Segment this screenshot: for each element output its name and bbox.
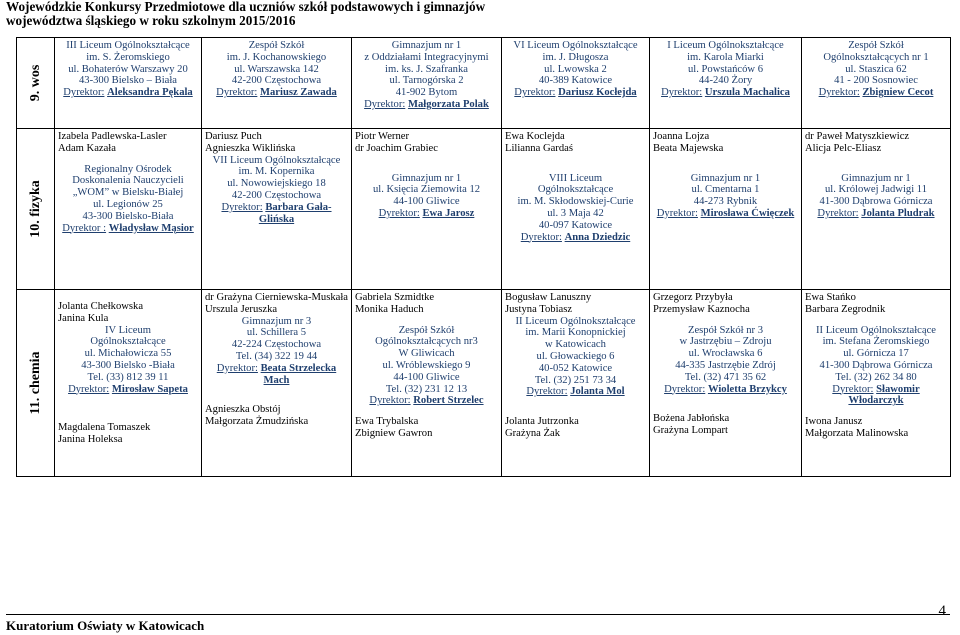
- school-line: Regionalny Ośrodek: [84, 163, 172, 175]
- school-line: Tel. (34) 322 19 44: [235, 350, 318, 362]
- director-line: [653, 87, 798, 99]
- school-line: III Liceum Ogólnokształcące: [66, 40, 190, 51]
- school-line: im. ks. J. Szafranka: [385, 63, 468, 75]
- school-line: ul. Staszica 62: [845, 63, 907, 75]
- director-label: Dyrektor:: [221, 201, 263, 213]
- school-line: 44-273 Rybnik: [693, 196, 758, 208]
- school-line: Gimnazjum nr 3: [241, 315, 312, 327]
- school-line: Gimnazjum nr 1: [690, 172, 761, 184]
- school-line: ul. 3 Maja 42: [547, 207, 604, 219]
- school-line: ul. Powstańców 6: [687, 63, 764, 75]
- director-name: Jolanta Mol: [570, 386, 625, 398]
- subject-cell: [17, 129, 55, 290]
- school-line: Ogólnokształcących nr3: [375, 336, 478, 348]
- director-line: [355, 395, 498, 407]
- school-line: 44-100 Gliwice: [393, 371, 460, 383]
- header-line-2: województwa śląskiego w roku szkolnym 2015/2016: [6, 13, 296, 28]
- school-cell: [502, 290, 650, 477]
- school-line: II Liceum Ogólnokształcące: [515, 315, 636, 327]
- school-cell: [352, 129, 502, 290]
- director-name: Władysław Mąsior: [108, 222, 194, 234]
- director-label: Dyrektor:: [817, 207, 859, 219]
- person-name: dr Paweł Matyszkiewicz: [805, 131, 910, 142]
- school-line: Tel. (32) 262 34 80: [835, 371, 917, 383]
- school-line: Zespół Szkół: [248, 40, 305, 51]
- person-name: dr Joachim Grabiec: [355, 142, 438, 154]
- school-line: Tel. (32) 231 12 13: [385, 383, 468, 395]
- director-label: Dyrektor:: [364, 98, 406, 110]
- subject-label: 10. fizyka: [27, 180, 43, 238]
- director-name: Robert Strzelec: [413, 395, 484, 407]
- school-line: Gimnazjum nr 1: [391, 172, 462, 184]
- school-line: 43-300 Bielsko-Biała: [82, 210, 174, 222]
- person-name: Ewa Koclejda: [505, 131, 565, 142]
- director-line: [805, 208, 947, 220]
- person-name: Justyna Tobiasz: [505, 303, 573, 315]
- school-cell: [650, 129, 802, 290]
- person-name: Adam Kazała: [58, 142, 116, 154]
- school-line: ul. Bohaterów Warszawy 20: [68, 63, 188, 75]
- director-label: Dyrektor:: [514, 87, 556, 99]
- school-line: im. Karola Miarki: [687, 51, 764, 63]
- person-name: Przemysław Kaznocha: [653, 303, 750, 315]
- director-label: Dyrektor:: [216, 362, 258, 374]
- person-name: Beata Majewska: [653, 142, 724, 154]
- person-name: Gabriela Szmidtke: [355, 292, 435, 303]
- school-line: im. Stefana Żeromskiego: [822, 336, 930, 348]
- director-label: Dyrektor:: [378, 207, 420, 219]
- director-line: [355, 99, 498, 111]
- document-header: [6, 0, 485, 28]
- subject-label: 11. chemia: [27, 351, 43, 415]
- director-label: Dyrektor:: [664, 383, 706, 395]
- director-line: [205, 202, 348, 226]
- page-number: 4: [938, 603, 946, 619]
- director-line: [58, 87, 198, 99]
- person-name: Iwona Janusz: [805, 416, 863, 428]
- table-row: [17, 38, 951, 129]
- subject-label: 9. wos: [27, 64, 43, 102]
- person-name: Magdalena Tomaszek: [58, 422, 151, 434]
- person-name: Izabela Padlewska-Lasler: [58, 131, 167, 142]
- school-cell: [352, 38, 502, 129]
- school-cell: [55, 290, 202, 477]
- school-line: ul. Księcia Ziemowita 12: [372, 184, 481, 196]
- person-name: Monika Haduch: [355, 303, 424, 315]
- school-line: Tel. (32) 471 35 62: [684, 371, 767, 383]
- school-line: im. S. Żeromskiego: [86, 51, 170, 63]
- school-line: 41-902 Bytom: [395, 87, 458, 99]
- director-name: Mirosław Sapeta: [111, 383, 188, 395]
- school-line: im. J. Kochanowskiego: [226, 51, 327, 63]
- school-line: VI Liceum Ogólnokształcące: [513, 40, 638, 51]
- school-cell: [202, 290, 352, 477]
- school-line: „WOM” w Bielsku-Białej: [72, 187, 184, 199]
- school-line: W Gliwicach: [398, 348, 455, 360]
- school-line: ul. Warszawska 142: [234, 63, 319, 75]
- director-label: Dyrektor:: [661, 87, 703, 99]
- header-line-1: Wojewódzkie Konkursy Przedmiotowe dla uczniów szkół podstawowych i gimnazjów: [6, 0, 486, 14]
- school-cell: [502, 129, 650, 290]
- school-line: im. M. Kopernika: [238, 166, 315, 178]
- school-line: Zespół Szkół: [848, 40, 904, 51]
- person-name: Ewa Stańko: [805, 292, 856, 303]
- person-name: Janina Kula: [58, 312, 109, 324]
- director-name: Wioletta Brzykcy: [707, 383, 787, 395]
- school-cell: [55, 38, 202, 129]
- school-line: Zespół Szkół nr 3: [687, 324, 764, 336]
- competition-table: [16, 37, 951, 477]
- director-line: [653, 384, 798, 396]
- school-line: Doskonalenia Nauczycieli: [72, 175, 184, 187]
- person-name: Grażyna Lompart: [653, 425, 729, 437]
- director-line: [205, 87, 348, 99]
- school-cell: [352, 290, 502, 477]
- director-name: Anna Dziedzic: [564, 231, 631, 243]
- school-line: ul. Michałowicza 55: [84, 348, 172, 360]
- person-name: Ewa Trybalska: [355, 416, 419, 428]
- school-line: z Oddziałami Integracyjnymi: [364, 51, 489, 63]
- footer-divider: [6, 614, 950, 615]
- person-name: Lilianna Gardaś: [505, 142, 573, 154]
- school-line: Ogólnokształcące: [90, 336, 166, 348]
- school-line: Zespół Szkół: [398, 324, 455, 336]
- school-line: ul. Głowackiego 6: [536, 350, 615, 362]
- person-name: Zbigniew Gawron: [355, 427, 433, 439]
- person-name: Małgorzata Malinowska: [805, 427, 909, 439]
- director-line: [58, 223, 198, 235]
- director-name: Mirosława Ćwięczek: [700, 207, 795, 219]
- school-line: 41-300 Dąbrowa Górnicza: [819, 359, 933, 371]
- person-name: Joanna Lojza: [653, 131, 710, 142]
- school-line: II Liceum Ogólnokształcące: [815, 324, 936, 336]
- school-cell: [650, 290, 802, 477]
- school-line: IV Liceum: [105, 324, 151, 336]
- school-line: VII Liceum Ogólnokształcące: [212, 154, 341, 166]
- school-line: ul. Schillera 5: [246, 327, 307, 339]
- subject-cell: [17, 290, 55, 477]
- school-line: 42-224 Częstochowa: [231, 339, 322, 351]
- school-line: I Liceum Ogólnokształcące: [667, 40, 784, 51]
- school-line: ul. Lwowska 2: [544, 63, 607, 75]
- person-name: Urszula Jeruszka: [205, 303, 278, 315]
- director-name: Barbara Gała-Glińska: [258, 201, 332, 225]
- school-line: ul. Górnicza 17: [843, 348, 909, 360]
- school-line: 42-200 Częstochowa: [231, 189, 322, 201]
- footer-organization: Kuratorium Oświaty w Katowicach: [6, 618, 205, 633]
- director-label: Dyrektor:: [63, 87, 105, 99]
- school-line: ul. Legionów 25: [93, 198, 163, 210]
- subject-cell: [17, 38, 55, 129]
- director-line: [505, 386, 646, 398]
- school-line: ul. Wrocławska 6: [688, 348, 763, 360]
- school-line: 41-300 Dąbrowa Górnicza: [819, 196, 933, 208]
- school-cell: [650, 38, 802, 129]
- director-name: Urszula Machalica: [704, 87, 790, 99]
- director-name: Jolanta Pludrak: [861, 207, 935, 219]
- director-label: Dyrektor:: [832, 383, 874, 395]
- school-line: im. M. Skłodowskiej-Curie: [517, 196, 634, 208]
- director-label: Dyrektor:: [656, 207, 698, 219]
- school-cell: [802, 38, 951, 129]
- school-line: im. Marii Konopnickiej: [525, 327, 626, 339]
- school-line: ul. Nowowiejskiego 18: [227, 178, 326, 190]
- school-cell: [502, 38, 650, 129]
- school-cell: [802, 290, 951, 477]
- school-line: 40-097 Katowice: [538, 219, 613, 231]
- person-name: Grażyna Żak: [505, 427, 560, 439]
- school-line: Ogólnokształcących nr 1: [823, 51, 929, 63]
- school-line: Gimnazjum nr 1: [841, 172, 911, 184]
- director-label: Dyrektor:: [68, 383, 110, 395]
- school-cell: [202, 38, 352, 129]
- table-row: [17, 129, 951, 290]
- person-name: dr Grażyna Cierniewska-Muskała: [205, 292, 348, 303]
- school-line: 44-100 Gliwice: [393, 196, 460, 208]
- director-name: Dariusz Kocłejda: [558, 87, 637, 99]
- director-label: Dyrektor :: [62, 222, 107, 234]
- person-name: Małgorzata Żmudzińska: [205, 416, 309, 428]
- director-label: Dyrektor:: [520, 231, 562, 243]
- person-name: Grzegorz Przybyła: [653, 292, 733, 303]
- school-line: VIII Liceum: [548, 172, 603, 184]
- school-line: 41 - 200 Sosnowiec: [834, 75, 918, 87]
- school-line: 43-300 Bielsko -Biała: [81, 359, 175, 371]
- director-label: Dyrektor:: [526, 386, 568, 398]
- school-cell: [202, 129, 352, 290]
- school-line: ul. Cmentarna 1: [691, 184, 760, 196]
- director-name: Mariusz Zawada: [260, 87, 337, 99]
- school-line: 42-200 Częstochowa: [231, 75, 322, 87]
- school-line: im. J. Długosza: [542, 51, 609, 63]
- director-name: Zbigniew Cecot: [862, 87, 934, 99]
- person-name: Piotr Werner: [355, 131, 409, 142]
- director-line: [58, 384, 198, 396]
- person-name: Jolanta Jutrzonka: [505, 416, 579, 428]
- school-line: w Katowicach: [545, 339, 606, 351]
- school-cell: [802, 129, 951, 290]
- director-line: [355, 208, 498, 220]
- school-line: Gimnazjum nr 1: [391, 40, 462, 51]
- director-name: Sławomir Włodarczyk: [848, 383, 920, 407]
- school-line: Ogólnokształcące: [537, 184, 614, 196]
- school-line: 40-389 Katowice: [538, 75, 613, 87]
- director-line: [505, 232, 646, 244]
- person-name: Dariusz Puch: [205, 131, 262, 142]
- school-line: 44-335 Jastrzębie Zdrój: [675, 359, 776, 371]
- director-line: [505, 87, 646, 99]
- school-cell: [55, 129, 202, 290]
- person-name: Bożena Jabłońska: [653, 413, 730, 425]
- director-line: [805, 384, 947, 408]
- school-line: w Jastrzębiu – Zdroju: [679, 336, 772, 348]
- director-name: Ewa Jarosz: [422, 207, 475, 219]
- school-line: 40-052 Katowice: [538, 362, 613, 374]
- person-name: Alicja Pelc-Eliasz: [805, 142, 882, 154]
- director-label: Dyrektor:: [369, 395, 411, 407]
- school-line: 43-300 Bielsko – Biała: [79, 75, 177, 87]
- director-name: Beata Strzelecka Mach: [260, 362, 337, 386]
- director-label: Dyrektor:: [818, 87, 860, 99]
- school-line: 44-240 Żory: [698, 75, 753, 87]
- director-name: Aleksandra Pękala: [107, 87, 193, 99]
- school-line: Tel. (32) 251 73 34: [534, 374, 617, 386]
- person-name: Agnieszka Obstój: [205, 404, 281, 416]
- person-name: Barbara Zegrodnik: [805, 303, 886, 315]
- person-name: Janina Holeksa: [58, 434, 123, 446]
- table-row: [17, 290, 951, 477]
- person-name: Agnieszka Wiklińska: [205, 142, 296, 154]
- school-line: Tel. (33) 812 39 11: [87, 371, 169, 383]
- director-name: Małgorzata Polak: [407, 98, 489, 110]
- school-line: ul. Tarnogórska 2: [389, 75, 464, 87]
- person-name: Jolanta Chełkowska: [58, 301, 144, 312]
- school-line: ul. Wróblewskiego 9: [382, 359, 471, 371]
- director-line: [653, 208, 798, 220]
- director-label: Dyrektor:: [216, 87, 258, 99]
- director-line: [805, 87, 947, 99]
- person-name: Bogusław Lanuszny: [505, 292, 592, 303]
- school-line: ul. Królowej Jadwigi 11: [824, 184, 927, 196]
- director-line: [205, 363, 348, 387]
